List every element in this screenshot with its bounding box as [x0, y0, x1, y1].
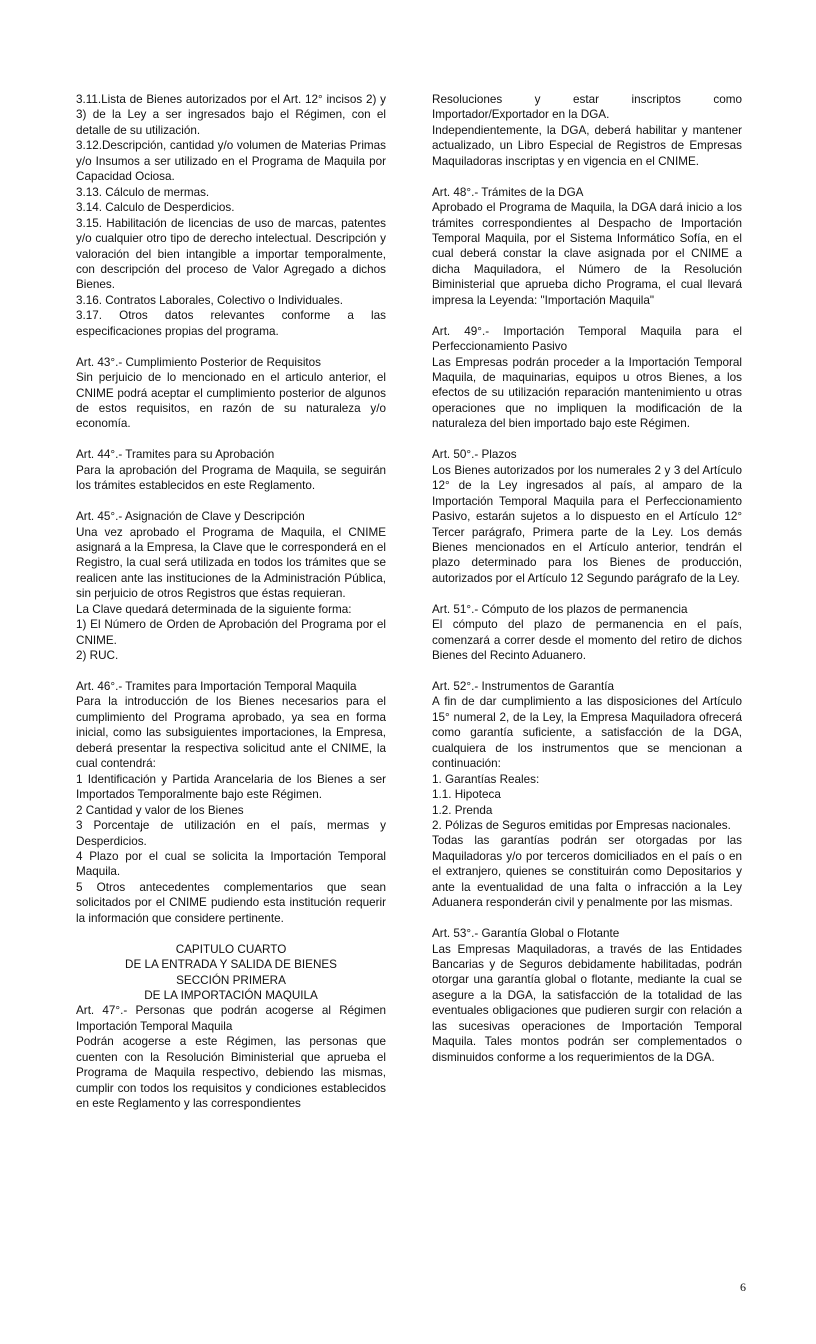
paragraph: Las Empresas Maquiladoras, a través de las Entidades Bancarias y de Seguros debidamente habilitadas, podrán otorgar una garantía global o flotante, mediante la cual se asegure a la DGA, la satisfacción de la totalidad de las eventuales obligaciones que pudieren surgir con relación a las sucesivas operaciones de Importación Temporal Maquila. Tales montos podrán ser complementados o disminuidos conforme a los requerimientos de la DGA.	[432, 942, 742, 1064]
paragraph: 5 Otros antecedentes complementarios que sean solicitados por el CNIME pudiendo esta institución requerir la información que considere pertinente.	[76, 880, 386, 925]
paragraph: Art. 47°.- Personas que podrán acogerse al Régimen Importación Temporal Maquila	[76, 1004, 386, 1033]
paragraph: CAPITULO CUARTO	[175, 942, 287, 956]
paragraph: Art. 43°.- Cumplimiento Posterior de Requisitos	[76, 355, 322, 369]
paragraph: Para la aprobación del Programa de Maquila, se seguirán los trámites establecidos en este Reglamento.	[76, 463, 386, 493]
paragraph: Resoluciones y estar inscriptos como Importador/Exportador en la DGA.	[432, 93, 742, 122]
paragraph: Para la introducción de los Bienes necesarios para el cumplimiento del Programa aprobado, ya sea en forma inicial, como las subsiguientes importaciones, la Empresa, deberá presentar la respectiva solicitud ante el CNIME, la cual contendrá:	[76, 695, 386, 771]
paragraph: Art. 50°.- Plazos	[432, 448, 517, 462]
paragraph: Art. 45°.- Asignación de Clave y Descripción	[76, 510, 305, 524]
paragraph: 1. Garantías Reales:	[432, 772, 540, 786]
paragraph: 1.2. Prenda	[432, 803, 493, 817]
paragraph: Art. 44°.- Tramites para su Aprobación	[76, 448, 275, 462]
paragraph: 2 Cantidad y valor de los Bienes	[76, 803, 244, 817]
paragraph: 1.1. Hipoteca	[432, 788, 501, 802]
paragraph: DE LA ENTRADA Y SALIDA DE BIENES	[125, 958, 337, 972]
paragraph: Las Empresas podrán proceder a la Importación Temporal Maquila, de maquinarias, equipos u otros Bienes, a los efectos de su utilización reparación mantenimiento u otras operaciones que no impliquen la modificación de la naturaleza del bien importado bajo este Régimen.	[432, 355, 742, 431]
paragraph: Aprobado el Programa de Maquila, la DGA dará inicio a los trámites correspondientes al Despacho de Importación Temporal Maquila, por el Sistema Informático Sofía, en el cual deberá constar la clave asignada por el CNIME a dicha Maquiladora, el Número de la Resolución Biministerial que aprueba dicho Programa, el cual llevará impresa la Leyenda: "Importación Maquila"	[432, 201, 742, 307]
paragraph: Los Bienes autorizados por los numerales 2 y 3 del Artículo 12° de la Ley ingresados al país, al amparo de la Importación Temporal Maquila para el Perfeccionamiento Pasivo, estarán sujetos a lo dispuesto en el Artículo 12° Tercer parágrafo, Primera parte de la Ley. Los demás Bienes mencionados en el Artículo anterior, tendrán el plazo determinado para los Bienes de producción, autorizados por el Artículo 12 Segundo parágrafo de la Ley.	[432, 463, 742, 585]
paragraph: 4 Plazo por el cual se solicita la Importación Temporal Maquila.	[76, 849, 386, 879]
paragraph: SECCIÓN PRIMERA	[176, 973, 286, 987]
page-number: 6	[740, 1280, 746, 1294]
paragraph: DE LA IMPORTACIÓN MAQUILA	[144, 988, 318, 1002]
paragraph: 1 Identificación y Partida Arancelaria de los Bienes a ser Importados Temporalmente bajo este Régimen.	[76, 772, 386, 802]
paragraph: Podrán acogerse a este Régimen, las personas que cuenten con la Resolución Biministerial que aprueba el Programa de Maquila respectivo, debiendo las mismas, cumplir con todos los requisitos y condiciones establecidos en este Reglamento y las correspondientes	[76, 1035, 386, 1111]
paragraph: Independientemente, la DGA, deberá habilitar y mantener actualizado, un Libro Especial de Registros de Empresas Maquiladoras inscriptas y en vigencia en el CNIME.	[432, 123, 742, 168]
paragraph: La Clave quedará determinada de la siguiente forma:	[76, 602, 352, 616]
paragraph: 3.11.Lista de Bienes autorizados por el Art. 12° incisos 2) y 3) de la Ley a ser ingresados bajo el Régimen, con el detalle de su utilización.	[76, 93, 386, 137]
paragraph: Sin perjuicio de lo mencionado en el articulo anterior, el CNIME podrá aceptar el cumplimiento posterior de algunos de estos requisitos, en razón de su naturaleza y/o economía.	[76, 371, 386, 431]
paragraph: El cómputo del plazo de permanencia en el país, comenzará a correr desde el momento del retiro de dichos Bienes del Recinto Aduanero.	[432, 618, 742, 663]
right-column	[432, 92, 742, 1065]
paragraph: 3.14. Calculo de Desperdicios.	[76, 201, 235, 215]
left-column	[76, 92, 386, 1112]
paragraph: Art. 51°.- Cómputo de los plazos de permanencia	[432, 602, 688, 616]
paragraph: 3 Porcentaje de utilización en el país, mermas y Desperdicios.	[76, 819, 386, 848]
paragraph: Art. 49°.- Importación Temporal Maquila para el Perfeccionamiento Pasivo	[432, 324, 742, 354]
paragraph: 1) El Número de Orden de Aprobación del Programa por el CNIME.	[76, 618, 386, 647]
paragraph: 3.15. Habilitación de licencias de uso de marcas, patentes y/o cualquier otro tipo de derecho intelectual. Descripción y valoración del bien intangible a importar temporalmente, con descripción del proceso de Valor Agregado a dichos Bienes.	[76, 216, 386, 292]
paragraph: 2. Pólizas de Seguros emitidas por Empresas nacionales.	[432, 818, 731, 832]
paragraph: Art. 52°.- Instrumentos de Garantía	[432, 679, 615, 693]
paragraph: 3.12.Descripción, cantidad y/o volumen de Materias Primas y/o Insumos a ser utilizado en el Programa de Maquila por Capacidad Ociosa.	[76, 139, 386, 184]
paragraph: Todas las garantías podrán ser otorgadas por las Maquiladoras y/o por terceros domiciliados en el país o en el extranjero, quienes se constituirán como Depositarios y ante la eventualidad de una falta o infracción a la Ley Aduanera responderán civil y penalmente por las mismas.	[432, 834, 742, 910]
paragraph: Una vez aprobado el Programa de Maquila, el CNIME asignará a la Empresa, la Clave que le corresponderá en el Registro, la cual será utilizada en todos los trámites que se realicen ante las instituciones de la Administración Pública, sin perjuicio de otros Registros que éstas requieran.	[76, 525, 386, 601]
paragraph: A fin de dar cumplimiento a las disposiciones del Artículo 15° numeral 2, de la Ley, la Empresa Maquiladora ofrecerá como garantía suficiente, a satisfacción de la DGA, cualquiera de los instrumentos que se mencionan a continuación:	[432, 695, 742, 771]
paragraph: 2) RUC.	[76, 649, 119, 663]
paragraph: Art. 48°.- Trámites de la DGA	[432, 185, 584, 199]
paragraph: 3.13. Cálculo de mermas.	[76, 185, 210, 199]
paragraph: 3.17. Otros datos relevantes conforme a las especificaciones propias del programa.	[76, 309, 386, 338]
paragraph: Art. 53°.- Garantía Global o Flotante	[432, 927, 620, 941]
paragraph: 3.16. Contratos Laborales, Colectivo o Individuales.	[76, 293, 344, 307]
paragraph: Art. 46°.- Tramites para Importación Temporal Maquila	[76, 679, 357, 693]
